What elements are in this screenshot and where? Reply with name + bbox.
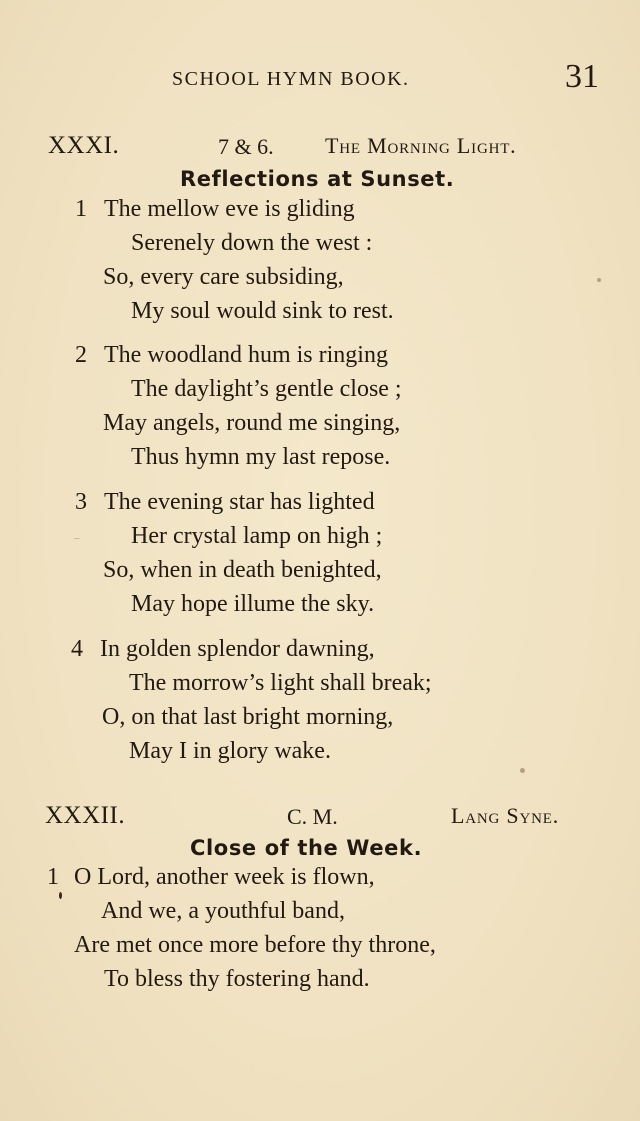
verse-line: And we, a youthful band,	[101, 898, 345, 924]
verse-line: So, every care subsiding,	[103, 264, 344, 290]
verse-line: Her crystal lamp on high ;	[131, 523, 383, 549]
running-title: SCHOOL HYMN BOOK.	[172, 68, 410, 90]
verse-line: The evening star has lighted	[104, 489, 375, 515]
verse-line: O Lord, another week is flown,	[74, 864, 375, 890]
hymn-31-meter: 7 & 6.	[218, 134, 274, 159]
hymn-32-title: Close of the Week.	[190, 836, 423, 860]
paper-speck	[59, 892, 62, 899]
verse-line: May angels, round me singing,	[103, 410, 401, 436]
verse-line: Serenely down the west :	[131, 230, 373, 256]
verse-line: My soul would sink to rest.	[131, 298, 394, 324]
hymn-32-number: XXXII.	[45, 802, 126, 829]
verse-line: Are met once more before thy throne,	[74, 932, 436, 958]
hymn-31-tune: The Morning Light.	[325, 133, 517, 158]
stanza-number: 4	[71, 636, 83, 662]
page-number: 31	[565, 58, 599, 95]
paper-speck	[74, 538, 80, 539]
verse-line: Thus hymn my last repose.	[131, 444, 391, 470]
paper-speck	[520, 768, 525, 773]
hymn-32-meter: C. M.	[287, 804, 338, 829]
verse-line: The mellow eve is gliding	[104, 196, 355, 222]
verse-line: O, on that last bright morning,	[102, 704, 394, 730]
verse-line: May hope illume the sky.	[131, 591, 375, 617]
verse-line: May I in glory wake.	[129, 738, 331, 764]
verse-line: The daylight’s gentle close ;	[131, 376, 402, 402]
verse-line: In golden splendor dawning,	[100, 636, 375, 662]
stanza-number: 1	[75, 196, 87, 222]
verse-line: The woodland hum is ringing	[104, 342, 388, 368]
hymn-31-number: XXXI.	[48, 132, 120, 159]
verse-line: To bless thy fostering hand.	[104, 966, 370, 992]
stanza-number: 3	[75, 489, 87, 515]
hymn-32-tune: Lang Syne.	[451, 803, 559, 828]
hymn-31-title: Reflections at Sunset.	[180, 167, 455, 191]
paper-speck	[597, 278, 601, 282]
verse-line: The morrow’s light shall break;	[129, 670, 432, 696]
stanza-number: 2	[75, 342, 87, 368]
stanza-number: 1	[47, 864, 59, 890]
verse-line: So, when in death benighted,	[103, 557, 382, 583]
